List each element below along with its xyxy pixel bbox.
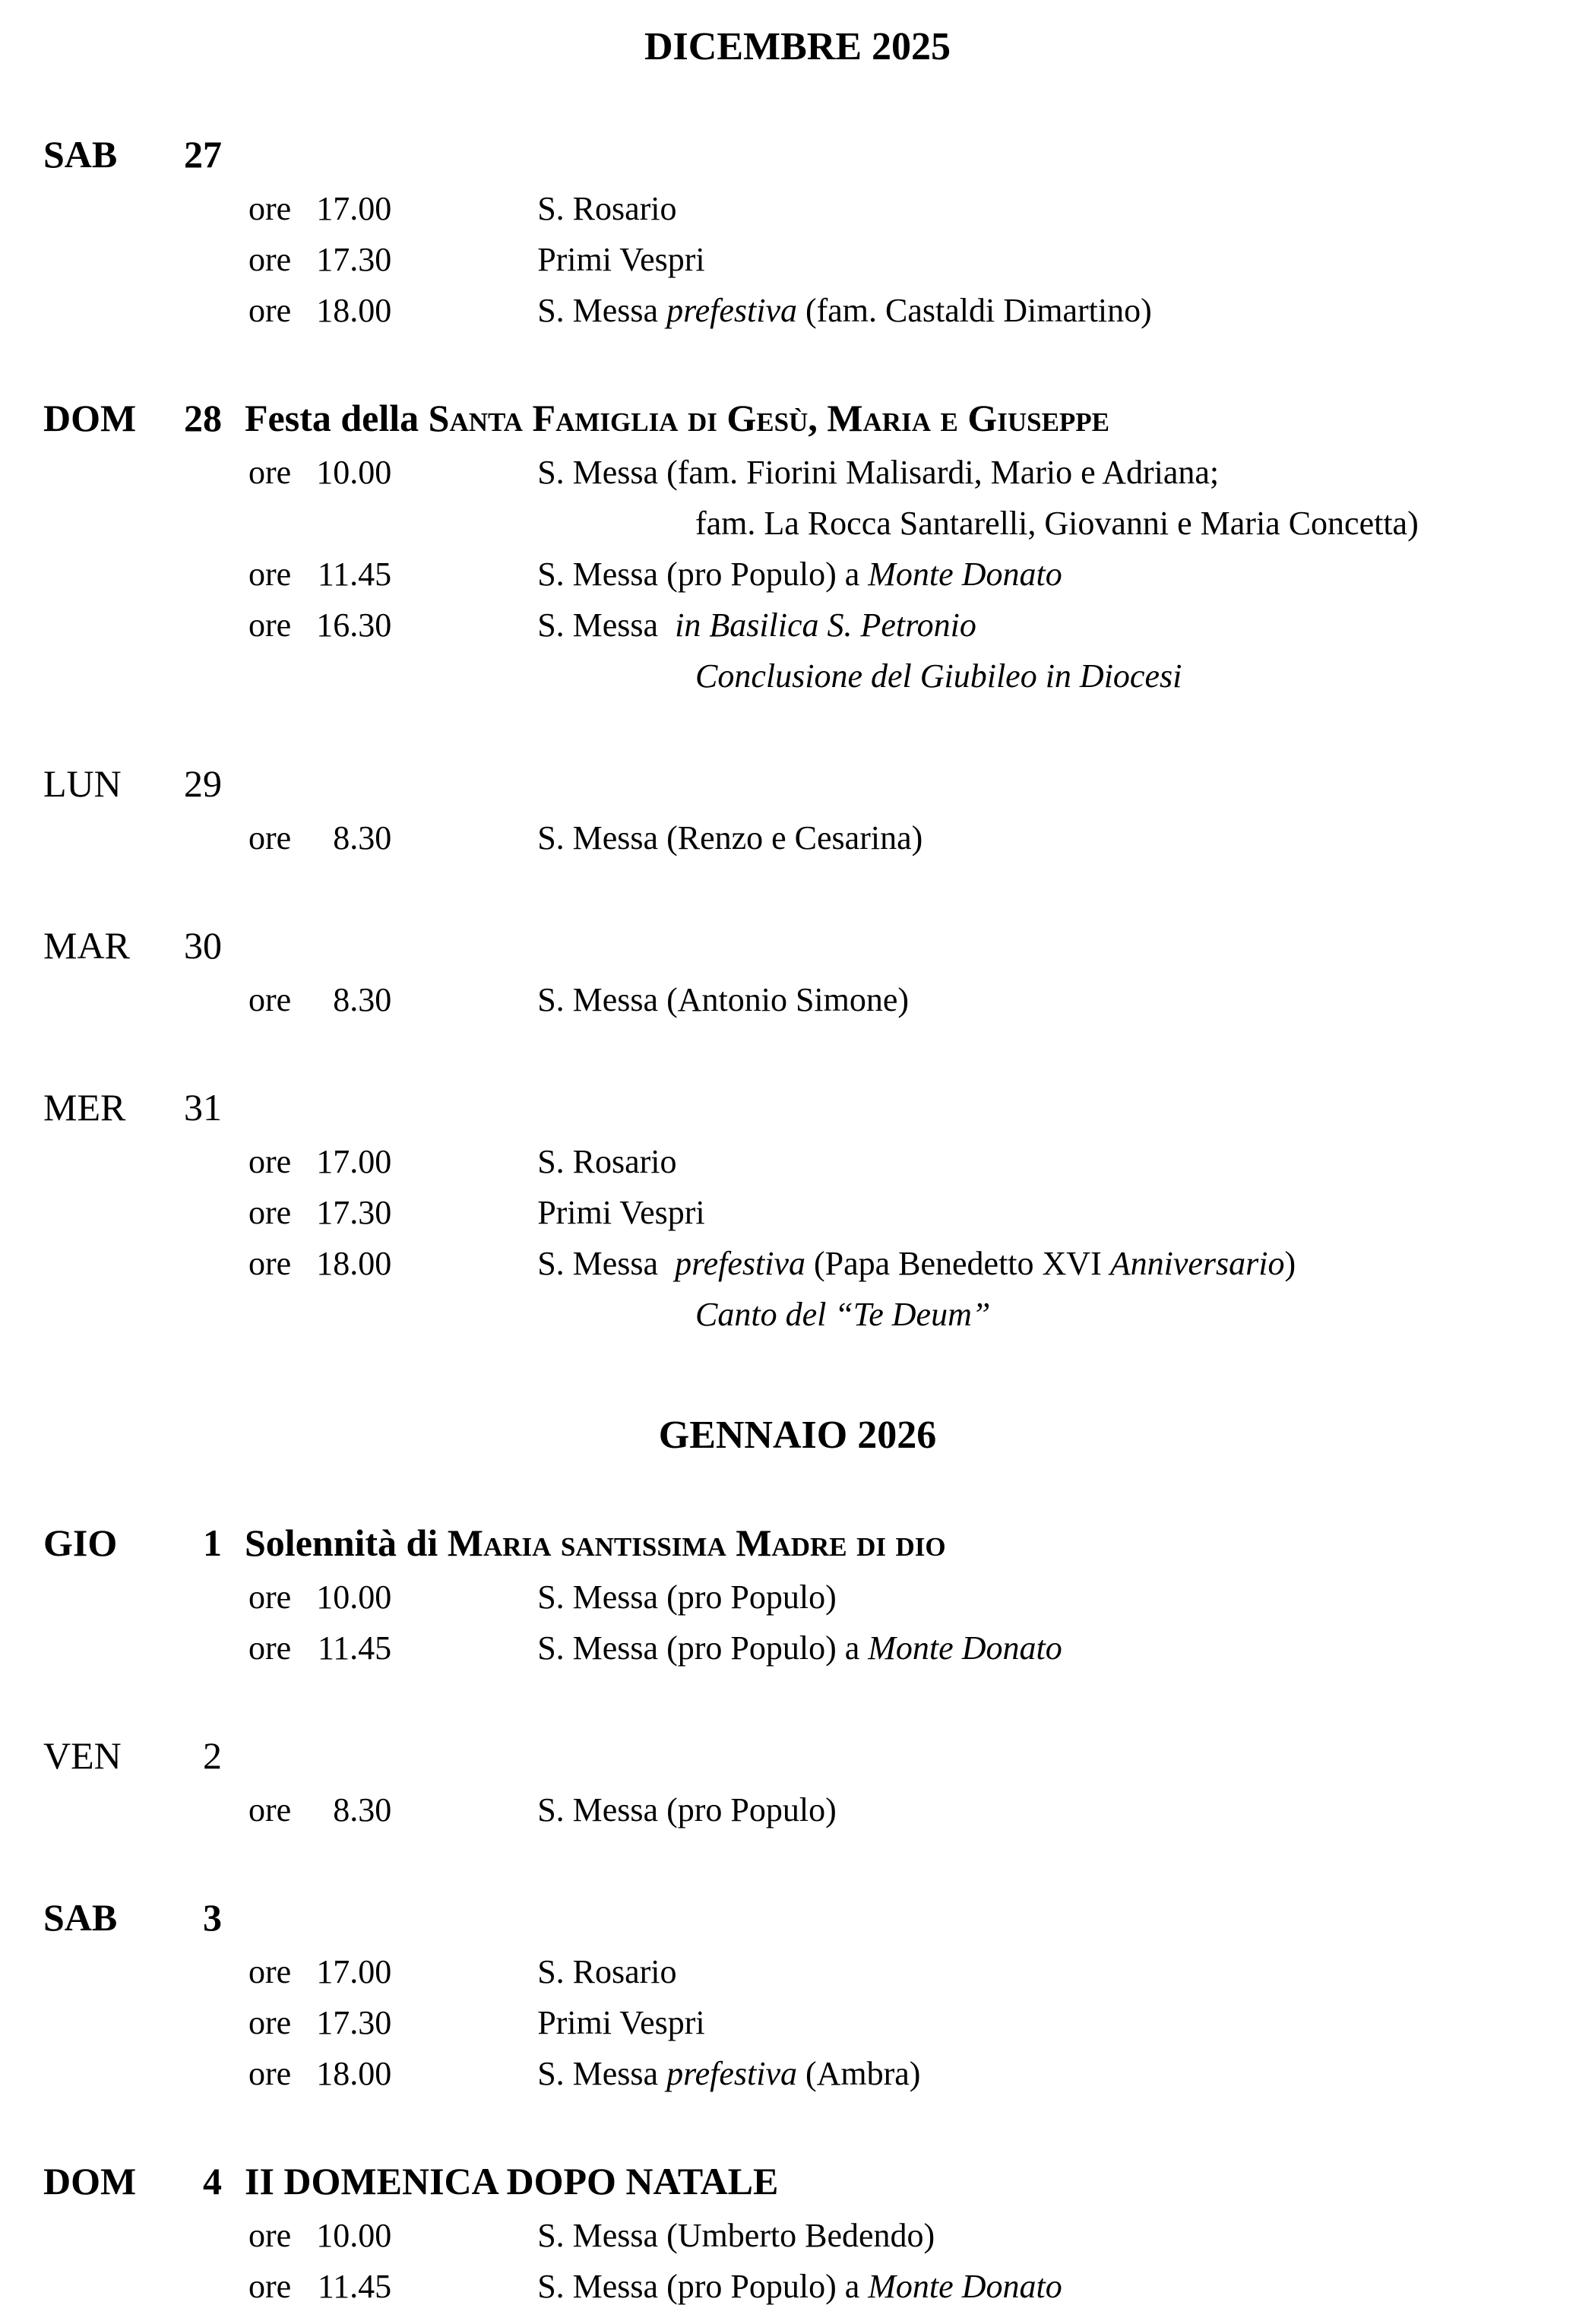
day-number: 27 (184, 133, 222, 176)
description-segment: Monte Donato (868, 1629, 1062, 1667)
time-value: 8.30 (333, 981, 392, 1018)
description-segment: Primi Vespri (537, 2004, 705, 2041)
time-value: 18.00 (316, 1245, 392, 1282)
description-segment: in Basilica S. Petronio (675, 606, 976, 644)
day-number: 30 (184, 924, 222, 967)
time-prefix: ore (248, 606, 292, 644)
description-segment: S. Messa (pro Populo) a (537, 2268, 869, 2305)
event-row (0, 285, 1595, 336)
time-value: 18.00 (316, 2055, 392, 2092)
event-description (537, 974, 909, 1025)
description-segment: fam. La Rocca Santarelli, Giovanni e Maria Concetta) (695, 505, 1419, 542)
event-row (0, 183, 1595, 234)
event-description (537, 1784, 837, 1835)
time-value: 11.45 (317, 2268, 392, 2305)
time-value: 17.30 (316, 1194, 392, 1231)
time-value: 18.00 (316, 292, 392, 329)
feast-title (245, 389, 1109, 447)
description-segment: S. Messa (pro Populo) a (537, 1629, 869, 1667)
event-description (537, 1136, 676, 1187)
day-row (0, 2152, 1595, 2210)
day-label: SAB (43, 133, 118, 176)
event-description (537, 447, 1219, 498)
day-label: SAB (43, 1896, 118, 1939)
day-row (0, 1078, 1595, 1136)
feast-title (245, 1514, 946, 1572)
event-description (537, 2210, 935, 2261)
event-row (0, 234, 1595, 285)
feast-segment: Santa Famiglia di Gesù, Maria e Giuseppe (428, 397, 1110, 439)
description-segment: S. Messa (Antonio Simone) (537, 981, 910, 1018)
time-value: 11.45 (317, 556, 392, 593)
description-segment: S. Messa (537, 292, 667, 329)
event-row (0, 812, 1595, 863)
time-prefix: ore (248, 2055, 292, 2092)
event-description (537, 183, 676, 234)
day-label: GIO (43, 1521, 118, 1564)
event-row (0, 1187, 1595, 1238)
event-row (0, 1784, 1595, 1835)
event-description (537, 1187, 704, 1238)
event-row (0, 2210, 1595, 2261)
description-segment: S. Messa (537, 1245, 676, 1282)
event-row (0, 2048, 1595, 2099)
day-row (0, 755, 1595, 812)
description-segment: Monte Donato (868, 556, 1062, 593)
day-number: 28 (184, 397, 222, 439)
day-number: 4 (203, 2160, 222, 2202)
event-row (0, 1997, 1595, 2048)
time-prefix: ore (248, 190, 292, 227)
description-segment: (Papa Benedetto XVI (805, 1245, 1110, 1282)
day-label: DOM (43, 397, 137, 439)
event-description (537, 2048, 920, 2099)
day-number: 2 (203, 1734, 222, 1777)
day-row (0, 125, 1595, 183)
day-label: MAR (43, 924, 130, 967)
description-segment: ) (1284, 1245, 1296, 1282)
event-row (0, 1238, 1595, 1289)
description-segment: S. Messa (pro Populo) a (537, 556, 869, 593)
time-prefix: ore (248, 1629, 292, 1667)
time-value: 10.00 (316, 1578, 392, 1616)
day-number: 29 (184, 762, 222, 805)
time-value: 10.00 (316, 454, 392, 491)
day-label: LUN (43, 762, 122, 805)
continuation-line (0, 498, 1595, 549)
time-value: 11.45 (317, 1629, 392, 1667)
time-value: 10.00 (316, 2217, 392, 2254)
time-prefix: ore (248, 2268, 292, 2305)
event-description (537, 549, 1062, 600)
time-prefix: ore (248, 454, 292, 491)
time-prefix: ore (248, 1245, 292, 1282)
continuation-text (695, 1289, 990, 1340)
description-segment: (Ambra) (796, 2055, 921, 2092)
description-segment: S. Rosario (537, 1143, 677, 1180)
time-prefix: ore (248, 1194, 292, 1231)
description-segment: Primi Vespri (537, 1194, 705, 1231)
event-description (537, 285, 1152, 336)
feast-title (245, 2152, 778, 2210)
description-segment: Monte Donato (868, 2268, 1062, 2305)
description-segment: prefestiva (675, 1245, 805, 1282)
time-prefix: ore (248, 2217, 292, 2254)
day-row (0, 1889, 1595, 1946)
event-description (537, 234, 704, 285)
description-segment: prefestiva (666, 2055, 797, 2092)
time-prefix: ore (248, 1578, 292, 1616)
event-description (537, 1623, 1062, 1673)
description-segment: S. Messa (pro Populo) (537, 1791, 837, 1828)
time-value: 17.30 (316, 2004, 392, 2041)
event-row (0, 600, 1595, 651)
day-row (0, 1727, 1595, 1784)
description-segment: S. Rosario (537, 190, 677, 227)
event-description (537, 812, 923, 863)
event-description (537, 2261, 1062, 2312)
time-prefix: ore (248, 2004, 292, 2041)
day-row (0, 917, 1595, 974)
event-description (537, 600, 976, 651)
feast-segment: Solennità di (245, 1521, 448, 1564)
event-row (0, 2261, 1595, 2312)
day-number: 31 (184, 1086, 222, 1129)
event-row (0, 1572, 1595, 1623)
time-value: 17.00 (316, 1953, 392, 1990)
month-title: GENNAIO 2026 (658, 1414, 937, 1457)
event-description (537, 1572, 837, 1623)
description-segment: prefestiva (666, 292, 797, 329)
event-description (537, 1997, 704, 2048)
time-value: 17.00 (316, 1143, 392, 1180)
continuation-text (695, 498, 1419, 549)
time-prefix: ore (248, 1143, 292, 1180)
day-row (0, 1514, 1595, 1572)
description-segment: S. Messa (537, 2055, 667, 2092)
time-value: 17.00 (316, 190, 392, 227)
time-value: 17.30 (316, 241, 392, 278)
description-segment: Canto del “Te Deum” (695, 1296, 991, 1333)
description-segment: S. Rosario (537, 1953, 677, 1990)
time-prefix: ore (248, 981, 292, 1018)
continuation-text (695, 651, 1182, 701)
time-value: 8.30 (333, 819, 392, 856)
day-row (0, 389, 1595, 447)
day-label: MER (43, 1086, 126, 1129)
continuation-line (0, 1289, 1595, 1340)
time-value: 8.30 (333, 1791, 392, 1828)
event-description (537, 1238, 1296, 1289)
month-title: DICEMBRE 2025 (644, 25, 951, 68)
time-prefix: ore (248, 1953, 292, 1990)
day-number: 3 (203, 1896, 222, 1939)
description-segment: Anniversario (1109, 1245, 1285, 1282)
time-prefix: ore (248, 292, 292, 329)
continuation-line (0, 651, 1595, 701)
description-segment: S. Messa (537, 606, 676, 644)
time-value: 16.30 (316, 606, 392, 644)
event-description (537, 1946, 676, 1997)
day-label: VEN (43, 1734, 122, 1777)
description-segment: S. Messa (Renzo e Cesarina) (537, 819, 923, 856)
feast-segment: II DOMENICA DOPO NATALE (245, 2160, 779, 2202)
time-prefix: ore (248, 241, 292, 278)
description-segment: S. Messa (pro Populo) (537, 1578, 837, 1616)
event-row (0, 549, 1595, 600)
description-segment: S. Messa (fam. Fiorini Malisardi, Mario e Adriana; (537, 454, 1220, 491)
description-segment: Primi Vespri (537, 241, 705, 278)
day-number: 1 (203, 1521, 222, 1564)
feast-segment: Festa della (245, 397, 429, 439)
time-prefix: ore (248, 1791, 292, 1828)
event-row (0, 1946, 1595, 1997)
event-row (0, 1136, 1595, 1187)
description-segment: S. Messa (Umberto Bedendo) (537, 2217, 935, 2254)
day-label: DOM (43, 2160, 137, 2202)
description-segment: Conclusione del Giubileo in Diocesi (695, 657, 1182, 695)
description-segment: (fam. Castaldi Dimartino) (796, 292, 1152, 329)
event-row (0, 1623, 1595, 1673)
feast-segment: Maria santissima Madre di dio (447, 1521, 946, 1564)
time-prefix: ore (248, 819, 292, 856)
time-prefix: ore (248, 556, 292, 593)
event-row (0, 447, 1595, 498)
event-row (0, 974, 1595, 1025)
